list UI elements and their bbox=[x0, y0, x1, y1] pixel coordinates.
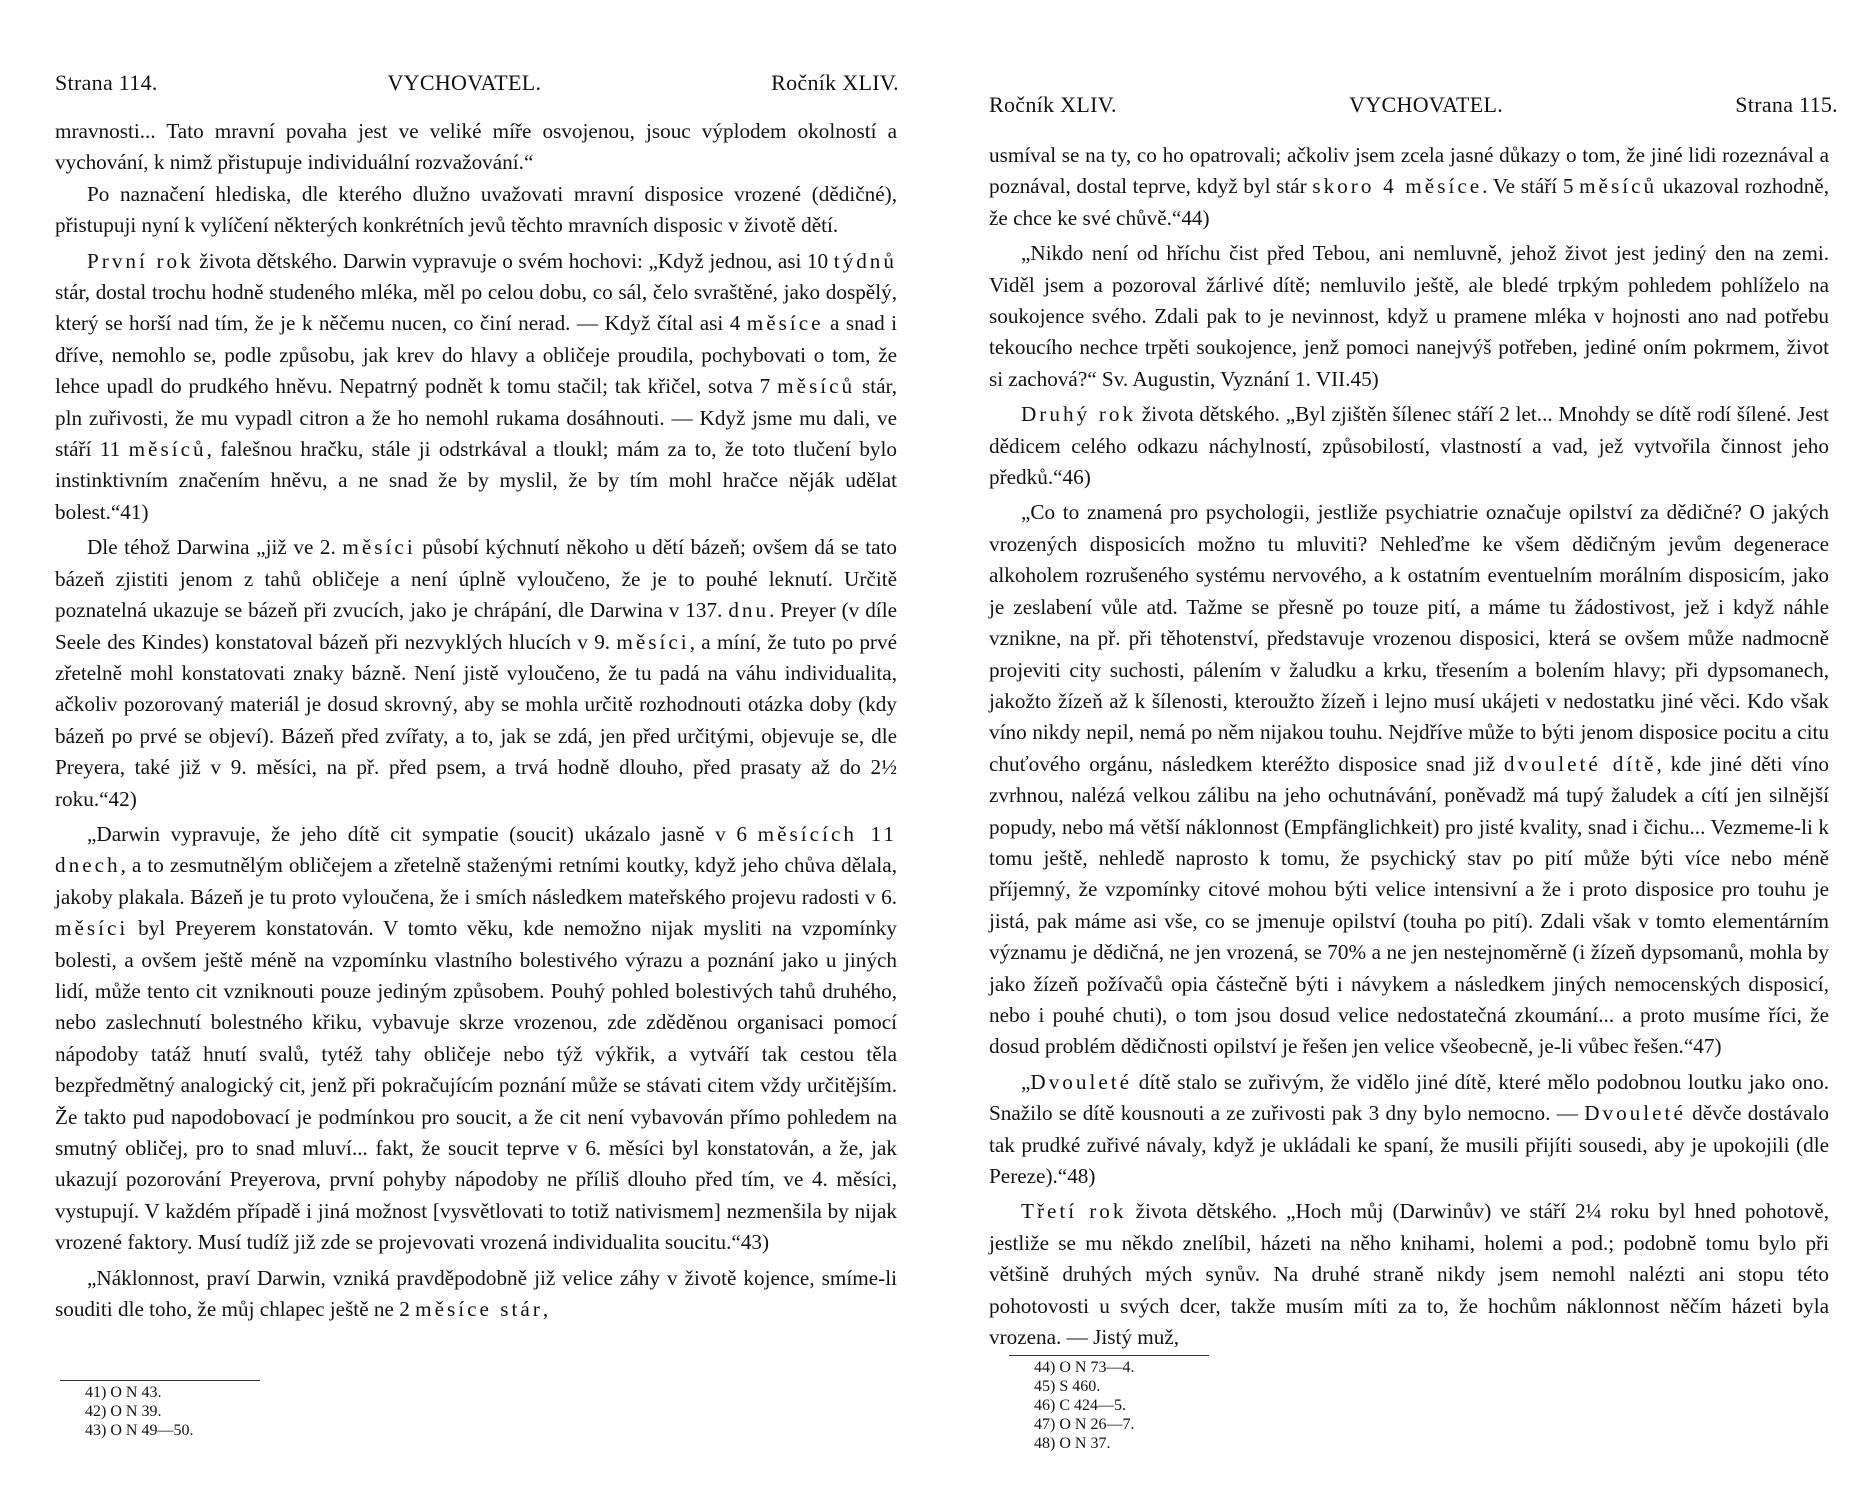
paragraph bbox=[55, 1263, 897, 1326]
spaced-emphasis: měsíci bbox=[342, 535, 416, 560]
text-run: života dětského. Darwin vypravuje o svém hochovi: „Když jednou, asi 10 bbox=[193, 248, 834, 273]
text-run: života dětského. „Byl zjištěn šílenec stáří 2 let... Mnohdy se dítě rodí šílené. Jest dědicem celého odkazu náchylností, způsobilostí, vlastností a vad, jež vytvořila činnost jeho předků.“46) bbox=[989, 402, 1829, 490]
text-run: stár, pln zuřivosti, že mu vypadl citron a že ho nemohl rukama dosáhnouti. — Když jsme mu dali, ve stáří 11 bbox=[55, 374, 897, 462]
footnote: 48) O N 37. bbox=[1034, 1435, 1111, 1452]
right-page bbox=[929, 0, 1858, 1500]
body-text bbox=[989, 140, 1829, 1353]
text-run: . Ve stáří 5 bbox=[1482, 174, 1580, 199]
paragraph: mravnosti... Tato mravní povaha jest ve veliké míře osvojenou, jsouc výplodem okolností a vychování, k nimž přistupuje individuální rozvažování.“ bbox=[55, 119, 897, 175]
spaced-emphasis: měsíců bbox=[128, 437, 207, 462]
spaced-emphasis: skoro 4 měsíce bbox=[1312, 174, 1483, 199]
body-text bbox=[55, 116, 897, 1325]
footnote-rule bbox=[1009, 1355, 1209, 1356]
spaced-emphasis: měsíců bbox=[777, 374, 856, 399]
paragraph: Po naznačení hlediska, dle kterého dlužno uvažovati mravní disposice vrozené (dědičné), přistupuji nyní k vylíčení některých konkrétních jevů těchto mravních disposic v životě dětí. bbox=[55, 181, 897, 238]
paragraph bbox=[989, 497, 1829, 1062]
text-run: ukazoval rozhodně, že chce ke své chůvě.“44) bbox=[989, 174, 1829, 230]
running-header bbox=[55, 70, 899, 96]
text-run: děvče dostávalo tak prudké zuřivé návaly, když je ukládali ke spaní, že musili přijíti sousedi, aby je upokojili (dle Pereze).“48) bbox=[989, 1101, 1829, 1188]
spaced-emphasis: týdnů bbox=[833, 248, 897, 273]
running-header bbox=[989, 92, 1838, 118]
journal-title: VYCHOVATEL. bbox=[387, 70, 542, 95]
footnotes bbox=[85, 1383, 193, 1440]
text-run: , a to zesmutnělým obličejem a zřetelně staženými retními koutky, když jeho chůva dělala, jakoby plakala. Bázeň je tu proto vyloučena, že i smích následkem mateřského projevu radosti v 6. bbox=[55, 853, 897, 909]
page-number: Strana 115. bbox=[1735, 92, 1838, 117]
text-run: , a míní, že tuto po prvé zřetelně mohl konstatovati znaky bázně. Není jistě vyloučeno, že tu padá na váhu individualita, ačkoliv pozorovaný materiál je dosud skrovný, aby se mohla určitě rozhodnouti otázka doby (kdy bázeň po prvé se objeví). Bázeň před zvířaty, a to, jak se zdá, jen před určitými, objevuje se, dle Preyera, také již v 9. měsíci, na př. před psem, a trvá hodně dlouho, před prasaty až do 2½ roku.“42) bbox=[55, 629, 897, 811]
footnote: 47) O N 26—7. bbox=[1034, 1416, 1135, 1433]
volume-label: Ročník XLIV. bbox=[989, 92, 1117, 117]
spaced-emphasis: měsíci bbox=[55, 916, 129, 941]
text-run: „Darwin vypravuje, že jeho dítě cit sympatie (soucit) ukázalo jasně v 6 bbox=[87, 821, 758, 846]
paragraph bbox=[989, 1067, 1829, 1193]
spaced-emphasis: Dvouleté bbox=[1030, 1069, 1133, 1094]
footnote: 41) O N 43. bbox=[85, 1384, 162, 1401]
text-run: působí kýchnutí někoho u dětí bázeň; ovšem dá se tato bázeň zjistiti jenom z tahů obličeje a není úplně vyloučeno, že je to pouhé leknutí. Určitě poznatelná ukazuje se bázeň při zvucích, jako je chrápání, dle Darwina v 137. bbox=[55, 535, 897, 623]
page-number: Strana 114. bbox=[55, 70, 158, 95]
footnotes bbox=[1034, 1358, 1134, 1453]
spaced-emphasis: dnu bbox=[728, 598, 770, 623]
volume-label: Ročník XLIV. bbox=[771, 70, 899, 95]
spaced-emphasis: měsících 11 dnech bbox=[55, 821, 897, 878]
footnote-rule bbox=[60, 1380, 260, 1381]
spaced-emphasis: Druhý rok bbox=[1021, 402, 1137, 427]
footnote: 45) S 460. bbox=[1034, 1378, 1101, 1395]
text-run: „Náklonnost, praví Darwin, vzniká pravděpodobně již velice záhy v životě kojence, smíme-li souditi dle toho, že můj chlapec ještě ne 2 bbox=[55, 1265, 897, 1322]
spaced-emphasis: dvouleté dítě bbox=[1503, 751, 1657, 776]
paragraph bbox=[989, 399, 1829, 493]
footnote: 44) O N 73—4. bbox=[1034, 1359, 1135, 1376]
spaced-emphasis: měsíce stár bbox=[415, 1297, 543, 1322]
text-run: „ bbox=[1021, 1069, 1031, 1094]
paragraph bbox=[989, 140, 1829, 234]
spaced-emphasis: měsíců bbox=[1579, 174, 1658, 199]
journal-title: VYCHOVATEL. bbox=[1349, 92, 1503, 117]
text-run: , bbox=[542, 1297, 549, 1322]
spaced-emphasis: měsíce bbox=[746, 311, 824, 336]
paragraph bbox=[55, 532, 897, 815]
paragraph: „Nikdo není od hříchu čist před Tebou, ani nemluvně, jehož život jest jediný den na zemi. Viděl jsem a pozoroval žárlivé dítě; nemluvilo ještě, ale bledé trpkým pohledem pohlíželo na soukojence svého. Zdali pak to je nevinnost, když u pramene mléka v hojnosti ano nad potřebu tekoucího nechce trpěti soukojence, jenž pomoci nanejvýš potřeben, jediné oním pokrmem, život si zachová?“ Sv. Augustin, Vyznání 1. VII.45) bbox=[989, 241, 1829, 391]
paragraph bbox=[55, 246, 897, 529]
paragraph bbox=[989, 1196, 1829, 1353]
spaced-emphasis: První rok bbox=[87, 248, 194, 273]
paragraph bbox=[55, 819, 897, 1259]
text-run: Dle téhož Darwina „již ve 2. bbox=[87, 535, 343, 560]
text-run: byl Preyerem konstatován. V tomto věku, kde nemožno nijak mysliti na vzpomínky bolesti, a ovšem ještě méně na vzpomínku vlastního bolestivého výrazu a poznání jako u jiných lidí, může tento cit vzniknouti pouze jediným způsobem. Pouhý pohled bolestivých tahů druhého, nebo zaslechnutí bolestného křiku, vybavuje skrze vrozenou, zde zděděnou organisaci pomocí nápodoby tatáž hnutí svalů, tytéž tahy obličeje nebo týž výkřik, a vytváří tak cestou těla bezpředmětný analogický cit, jenž při pokračujícím poznání může se stávati citem vždy určitějším. Že takto pud napodobovací je podmínkou pro soucit, a že cit není vybavován přímo pohledem na smutný obličej, pro to snad mluví... fakt, že soucit teprve v 6. měsíci byl konstatován, a že, jak ukazují pozorování Preyerova, první pohyby nápodoby ne příliš dlouho před tím, ve 4. měsíci, vystupují. V každém případě i jiná možnost [vysvětlovati to totiž nativismem] nezmenšila by nijak vrozené faktory. Musí tudíž již zde se projevovati vrozená individualita soucitu.“43) bbox=[55, 916, 897, 1255]
spaced-emphasis: Třetí rok bbox=[1021, 1199, 1127, 1224]
footnote: 43) O N 49—50. bbox=[85, 1422, 194, 1439]
text-run: usmíval se na ty, co ho opatrovali; ačkoliv jsem zcela jasné důkazy o tom, že jiné lidi rozeznával a poznával, dostal teprve, když byl stár bbox=[989, 143, 1829, 199]
text-run: a snad i dříve, nemohlo se, podle způsobu, jak krev do hlavy a obličeje proudila, pochybovati o tom, že lehce upadl do prudkého hněvu. Nepatrný podnět k tomu stačil; tak křičel, sotva 7 bbox=[55, 311, 897, 399]
spaced-emphasis: měsíci bbox=[616, 629, 690, 654]
text-run: života dětského. „Hoch můj (Darwinův) ve stáří 2¼ roku byl hned pohotově, jestliže se mu někdo znelíbil, házeti na něho knihami, holemi a pod.; podobně tomu bylo při většině druhých mých synův. Na druhé straně nikdy jsem nemohl nalézti ani stopu této pohotovosti u svých dcer, takže musím míti za to, že hochům náklonnost něčím házeti byla vrozena. — Jistý muž, bbox=[989, 1199, 1830, 1350]
text-run: „Co to znamená pro psychologii, jestliže psychiatrie označuje opilství za dědičné? O jakých vrozených disposicích možno tu mluviti? Nehleďme ke všem dědičným jevům degenerace alkoholem rozrušeného systému nervového, a k ostatním eventuelním morálním disposicím, jako je zeslabení vůle atd. Tažme se přesně po touze pití, a máme tu žádostivost, jež i když náhle vznikne, na př. při těhotenství, představuje vrozenou disposici, která se ovšem může nadmocně projeviti city suchosti, pálením v žaludku a krku, třesením a bolením hlavy; při dypsomanech, jakožto žízeň až k šílenosti, kteroužto žízeň i lejno musí ukájeti v nedostatku jiné věci. Kdo však víno nikdy nepil, nemá po něm nijakou touhu. Nejdříve může to býti jenom disposice pocitu a citu chuťového orgánu, následkem kteréžto disposice snad již bbox=[989, 500, 1829, 776]
text-run: stár, dostal trochu hodně studeného mléka, měl po celou dobu, co sál, čelo svraštěné, jako dospělý, který se horší nad tím, že je k něčemu nucen, co činí nerad. — Když čítal asi 4 bbox=[55, 280, 897, 336]
footnote: 42) O N 39. bbox=[85, 1403, 162, 1420]
text-run: , kde jiné děti víno zvrhnou, nalézá velkou zálibu na jeho ochutnávání, poněvadž má tupý žaludek a cítí jen silnější popudy, nebo má větší náklonnost (Empfänglichkeit) pro jisté kvality, snad i čichu... Vezmeme-li k tomu ještě, nehledě naprosto k tomu, že psychický stav po pití může býti více nebo méně příjemný, že vzpomínky citové mohou býti velice intensivní a že i proto disposice pro touhu je jistá, pak máme asi vše, co se jmenuje opilství (touha po pití). Zdali však v tomto elementárním významu je dědičná, ne jen vrozená, se 70% a ne jen nestejnoměrně (i žízeň dypsomanů, mohla by jako žízeň požívačů opia částečně býti i návykem a následkem jiných nemocenských disposicí, nebo i pouhé chuti), o tom jsou dosud velice nedostatečná zkoumání... a proto musíme říci, že dosud problém dědičnosti opilství je řešen jen velice všeobecně, je-li vůbec řešen.“47) bbox=[989, 751, 1829, 1059]
text-run: dítě stalo se zuřivým, že vidělo jiné dítě, které mělo podobnou loutku jako ono. Snažilo se dítě kousnouti a ze zuřivosti pak 3 dny bylo nemocno. — bbox=[989, 1069, 1829, 1126]
text-run: , falešnou hračku, stále ji odstrkával a tloukl; mám za to, že toto tlučení bylo instinktivním značením hněvu, a ne snad že by myslil, že by tím mohl hračce něják udělat bolest.“41) bbox=[55, 437, 897, 524]
spaced-emphasis: Dvouleté bbox=[1584, 1101, 1686, 1126]
footnote: 46) C 424—5. bbox=[1034, 1397, 1126, 1414]
text-run: . Preyer (v díle Seele des Kindes) konstatoval bázeň při nezvyklých hlucích v 9. bbox=[55, 598, 897, 654]
